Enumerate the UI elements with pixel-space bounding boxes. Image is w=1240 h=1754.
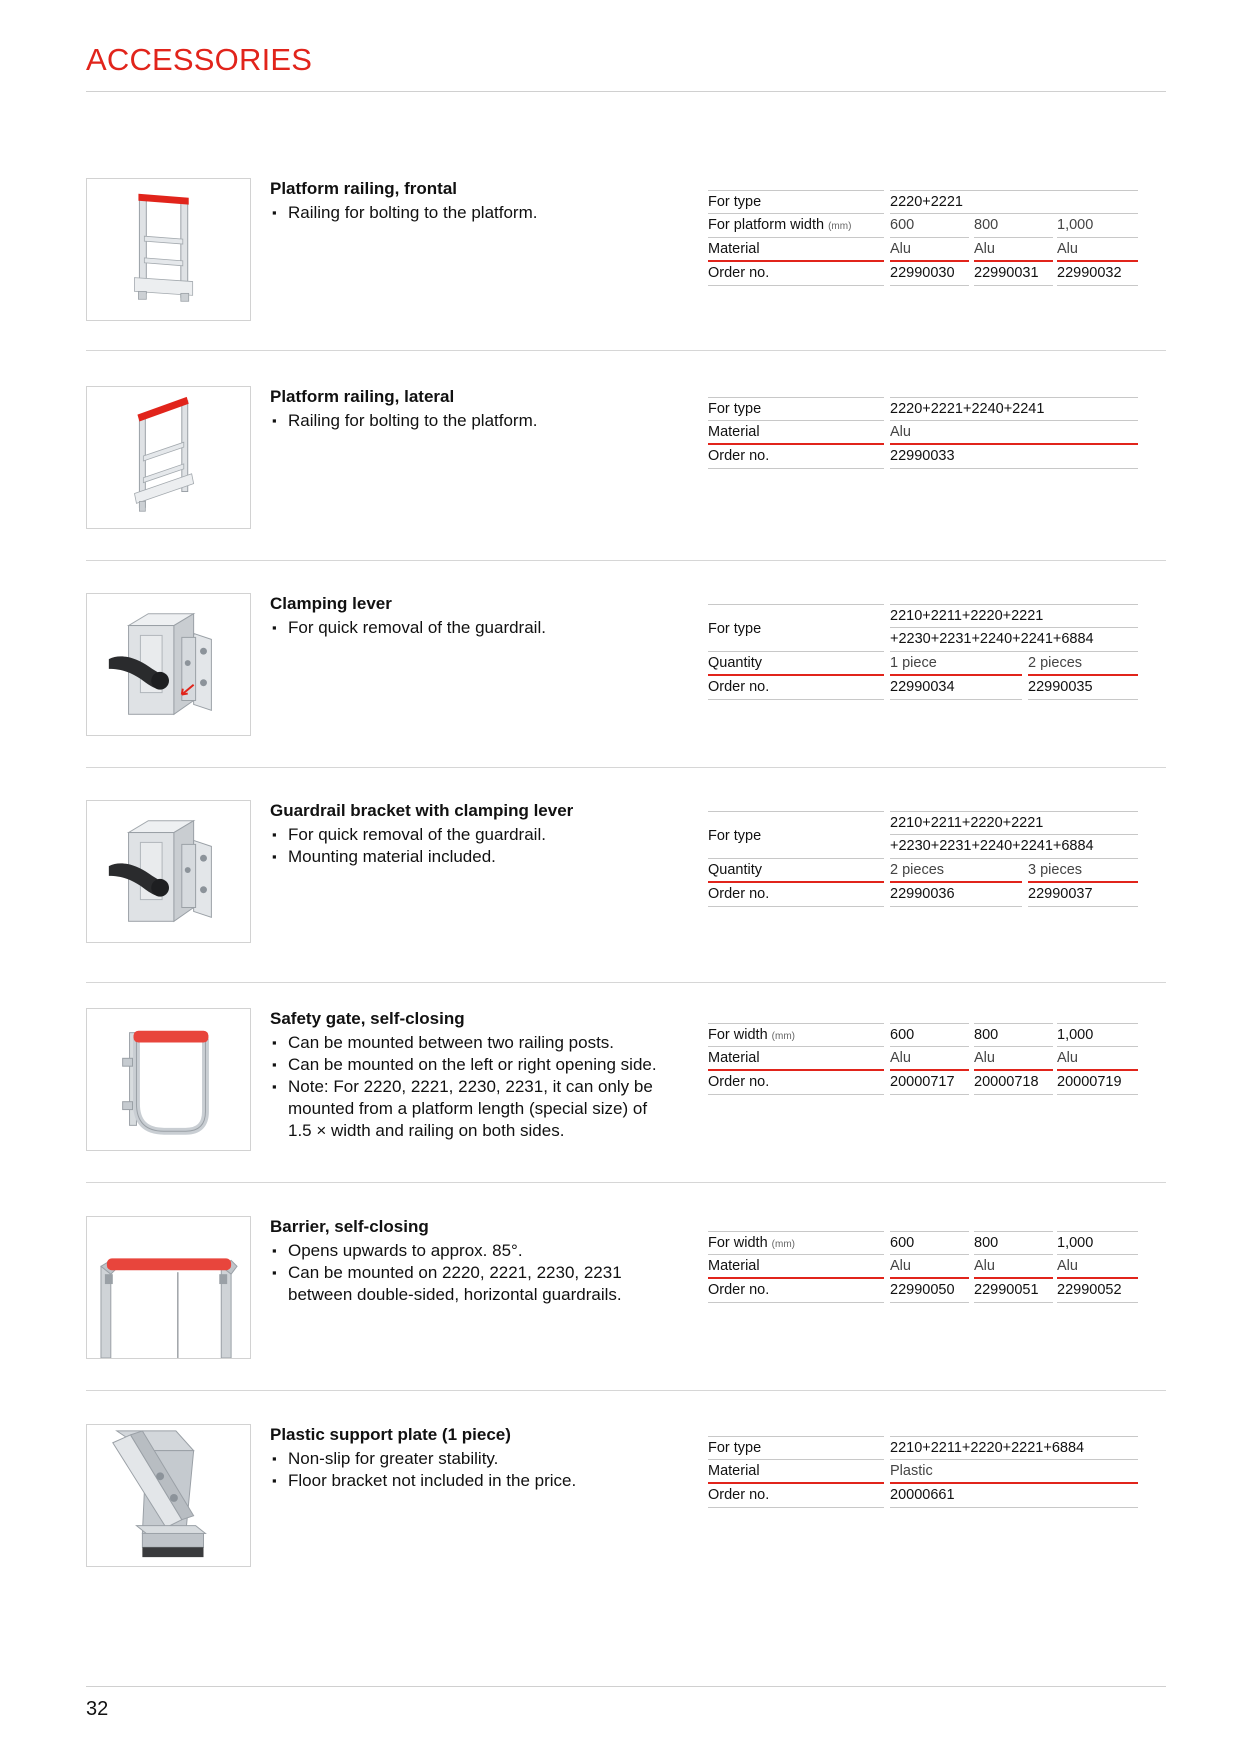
plastic-support-plate-description (270, 1424, 670, 1492)
order-number: 20000718 (974, 1071, 1053, 1095)
spec-label: Material (708, 421, 884, 445)
spec-value: +2230+2231+2240+2241+6884 (890, 835, 1138, 859)
spec-table (708, 1231, 1138, 1303)
platform-railing-frontal-description (270, 178, 670, 224)
spec-label: For type (708, 397, 884, 421)
feature-bullet: ▪ Note: For 2220, 2221, 2230, 2231, it can only be mounted from a platform length (special size) of 1.5 × width and railing on both sides. (270, 1076, 670, 1142)
section-divider (86, 767, 1166, 768)
spec-value: 800 (974, 1231, 1053, 1255)
spec-value: 1,000 (1057, 214, 1138, 238)
spec-table (708, 1023, 1138, 1095)
page-title: ACCESSORIES (86, 42, 313, 77)
spec-value: Alu (890, 421, 1138, 445)
spec-value: 600 (890, 214, 969, 238)
spec-value: Alu (974, 1255, 1053, 1279)
spec-label: For type (708, 190, 884, 214)
spec-value: 2 pieces (890, 859, 1022, 883)
product-name: Platform railing, lateral (270, 387, 455, 406)
order-number: 20000717 (890, 1071, 969, 1095)
product-name: Safety gate, self-closing (270, 1009, 465, 1028)
feature-bullet: ▪ Railing for bolting to the platform. (270, 410, 670, 432)
spec-value: Alu (974, 238, 1053, 262)
order-number: 22990036 (890, 883, 1022, 907)
product-name: Plastic support plate (1 piece) (270, 1425, 511, 1444)
clamping-lever-description (270, 593, 670, 639)
spec-value: +2230+2231+2240+2241+6884 (890, 628, 1138, 652)
spec-value: 3 pieces (1028, 859, 1138, 883)
guardrail-bracket-image (86, 800, 251, 943)
spec-table (708, 604, 1138, 700)
order-number: 22990031 (974, 262, 1053, 286)
spec-table (708, 397, 1138, 469)
spec-label: For type (708, 811, 884, 859)
feature-bullet: ▪ Non-slip for greater stability. (270, 1448, 670, 1470)
spec-value: 2210+2211+2220+2221 (890, 604, 1138, 628)
order-number: 22990030 (890, 262, 969, 286)
barrier-image (86, 1216, 251, 1359)
clamping-lever-image (86, 593, 251, 736)
product-name: Platform railing, frontal (270, 179, 458, 198)
spec-value: 1,000 (1057, 1023, 1138, 1047)
platform-railing-lateral-image (86, 386, 251, 529)
footer-rule (86, 1686, 1166, 1687)
barrier-description (270, 1216, 670, 1306)
spec-value: 600 (890, 1023, 969, 1047)
spec-value: Alu (1057, 238, 1138, 262)
order-number: 22990052 (1057, 1279, 1138, 1303)
spec-value: Alu (890, 1255, 969, 1279)
spec-table (708, 190, 1138, 286)
spec-label: For width (mm) (708, 1231, 884, 1255)
safety-gate-image (86, 1008, 251, 1151)
order-number: 22990032 (1057, 262, 1138, 286)
feature-bullet: ▪ Can be mounted between two railing posts. (270, 1032, 670, 1054)
feature-bullet: ▪ Can be mounted on the left or right opening side. (270, 1054, 670, 1076)
spec-value: Alu (974, 1047, 1053, 1071)
spec-label: Order no. (708, 1071, 884, 1095)
safety-gate-description (270, 1008, 670, 1142)
spec-label: Material (708, 1460, 884, 1484)
product-platform-railing-frontal (86, 178, 1166, 348)
spec-label: Material (708, 238, 884, 262)
product-platform-railing-lateral (86, 386, 1166, 556)
spec-value: 2 pieces (1028, 652, 1138, 676)
spec-label: Quantity (708, 652, 884, 676)
order-number: 22990050 (890, 1279, 969, 1303)
spec-value: 800 (974, 214, 1053, 238)
product-safety-gate (86, 1008, 1166, 1178)
spec-value: Alu (1057, 1047, 1138, 1071)
platform-railing-frontal-image (86, 178, 251, 321)
spec-label: Order no. (708, 445, 884, 469)
page-number: 32 (86, 1698, 109, 1720)
spec-label: Order no. (708, 883, 884, 907)
order-number: 22990033 (890, 445, 1138, 469)
spec-label: Order no. (708, 262, 884, 286)
spec-value: 800 (974, 1023, 1053, 1047)
spec-table (708, 811, 1138, 907)
section-divider (86, 982, 1166, 983)
spec-value: Alu (890, 1047, 969, 1071)
spec-value: 1 piece (890, 652, 1022, 676)
product-name: Clamping lever (270, 594, 392, 613)
spec-label: For type (708, 604, 884, 652)
product-clamping-lever (86, 593, 1166, 763)
order-number: 22990034 (890, 676, 1022, 700)
spec-label: Order no. (708, 1279, 884, 1303)
feature-bullet: ▪ Opens upwards to approx. 85°. (270, 1240, 670, 1262)
product-barrier (86, 1216, 1166, 1386)
product-name: Barrier, self-closing (270, 1217, 429, 1236)
product-guardrail-bracket (86, 800, 1166, 970)
feature-bullet: ▪ Floor bracket not included in the price. (270, 1470, 670, 1492)
spec-value: 2220+2221+2240+2241 (890, 397, 1138, 421)
feature-bullet: ▪ Mounting material included. (270, 846, 670, 868)
spec-label: Order no. (708, 1484, 884, 1508)
section-divider (86, 1182, 1166, 1183)
header-rule (86, 91, 1166, 92)
guardrail-bracket-description (270, 800, 670, 868)
feature-bullet: ▪ Railing for bolting to the platform. (270, 202, 670, 224)
spec-value: Alu (1057, 1255, 1138, 1279)
spec-label: For width (mm) (708, 1023, 884, 1047)
spec-label: Material (708, 1255, 884, 1279)
feature-bullet: ▪ Can be mounted on 2220, 2221, 2230, 2231 between double-sided, horizontal guardrails. (270, 1262, 670, 1306)
order-number: 20000661 (890, 1484, 1138, 1508)
spec-label: For platform width (mm) (708, 214, 884, 238)
spec-value: 1,000 (1057, 1231, 1138, 1255)
section-divider (86, 560, 1166, 561)
spec-value: 2210+2211+2220+2221+6884 (890, 1436, 1138, 1460)
order-number: 20000719 (1057, 1071, 1138, 1095)
spec-label: Quantity (708, 859, 884, 883)
order-number: 22990037 (1028, 883, 1138, 907)
spec-value: 600 (890, 1231, 969, 1255)
plastic-support-plate-image (86, 1424, 251, 1567)
product-name: Guardrail bracket with clamping lever (270, 801, 574, 820)
spec-value: 2220+2221 (890, 190, 1138, 214)
spec-value: Alu (890, 238, 969, 262)
spec-label: Order no. (708, 676, 884, 700)
product-plastic-support-plate (86, 1424, 1166, 1594)
spec-table (708, 1436, 1138, 1508)
feature-bullet: ▪ For quick removal of the guardrail. (270, 824, 670, 846)
order-number: 22990035 (1028, 676, 1138, 700)
spec-value: Plastic (890, 1460, 1138, 1484)
feature-bullet: ▪ For quick removal of the guardrail. (270, 617, 670, 639)
spec-value: 2210+2211+2220+2221 (890, 811, 1138, 835)
spec-label: Material (708, 1047, 884, 1071)
section-divider (86, 1390, 1166, 1391)
platform-railing-lateral-description (270, 386, 670, 432)
section-divider (86, 350, 1166, 351)
order-number: 22990051 (974, 1279, 1053, 1303)
spec-label: For type (708, 1436, 884, 1460)
